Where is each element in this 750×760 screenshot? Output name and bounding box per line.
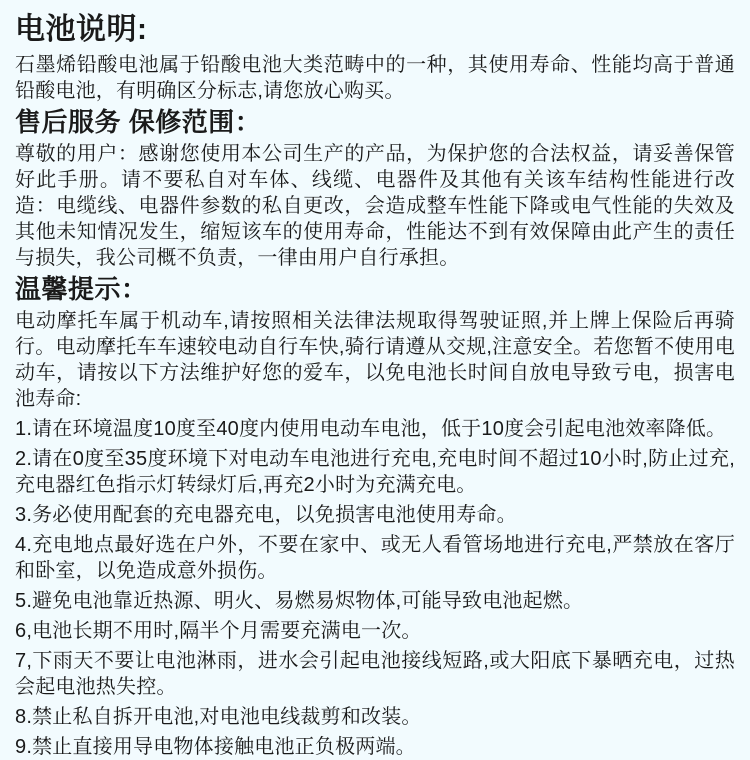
section-heading-warm-tips: 温馨提示： <box>15 274 148 304</box>
section-heading-battery-description: 电池说明: <box>15 13 148 46</box>
tip-item-2: 2.请在0度至35度环境下对电动车电池进行充电,充电时间不超过10小时,防止过充,充电器红色指示灯转绿灯后,再充2小时为充满充电。 <box>15 448 735 496</box>
tip-item-1: 1.请在环境温度10度至40度内使用电动车电池，低于10度会引起电池效率降低。 <box>15 418 727 440</box>
tip-item-3: 3.务必使用配套的充电器充电，以免损害电池使用寿命。 <box>15 504 517 526</box>
battery-description-paragraph: 石墨烯铅酸电池属于铅酸电池大类范畴中的一种，其使用寿命、性能均高于普通铅酸电池，有明确区分标志,请您放心购买。 <box>15 54 735 102</box>
tip-item-7: 7,下雨天不要让电池淋雨，进水会引起电池接线短路,或大阳底下暴晒充电，过热会起电池热失控。 <box>15 650 735 698</box>
tip-item-8: 8.禁止私自拆开电池,对电池电线裁剪和改装。 <box>15 706 422 728</box>
warm-tips-list <box>15 416 735 760</box>
after-sales-warranty-paragraph: 尊敬的用户：感谢您使用本公司生产的产品，为保护您的合法权益，请妥善保管好此手册。请不要私自对车体、线缆、电器件及其他有关该车结构性能进行改造：电缆线、电器件参数的私自更改，会造成整车性能下降或电气性能的失效及其他未知情况发生，缩短该车的使用寿命，性能达不到有效保障由此产生的责任与损失，我公司概不负责，一律由用户自行承担。 <box>15 143 735 269</box>
warm-tips-intro-paragraph: 电动摩托车属于机动车,请按照相关法律法规取得驾驶证照,并上牌上保险后再骑行。电动摩托车车速较电动自行车快,骑行请遵从交规,注意安全。若您暂不使用电动车，请按以下方法维护好您的爱车，以免电池长时间自放电导致亏电，损害电池寿命: <box>15 310 735 410</box>
tip-item-5: 5.避免电池靠近热源、明火、易燃易烬物体,可能导致电池起燃。 <box>15 590 584 612</box>
tip-item-4: 4.充电地点最好选在户外，不要在家中、或无人看管场地进行充电,严禁放在客厅和卧室，以免造成意外损伤。 <box>15 534 735 582</box>
tip-item-6: 6,电池长期不用时,隔半个月需要充满电一次。 <box>15 620 422 642</box>
tip-item-9: 9.禁止直接用导电物体接触电池正负极两端。 <box>15 736 416 758</box>
section-heading-after-sales-warranty: 售后服务 保修范围： <box>15 107 262 137</box>
